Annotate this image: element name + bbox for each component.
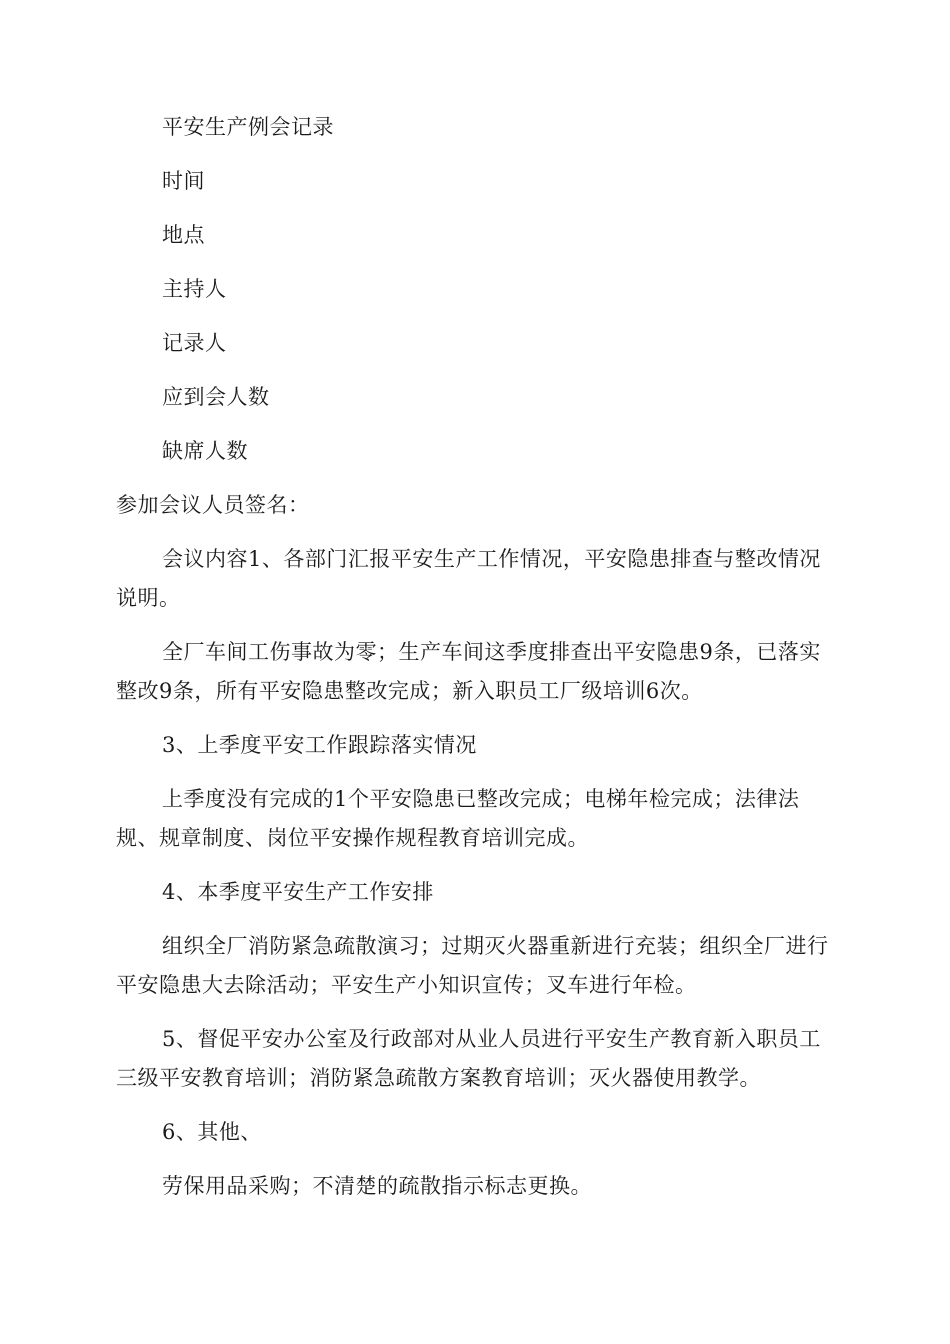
document-title: 平安生产例会记录 — [162, 115, 334, 139]
heading-other: 6、其他、 — [162, 1120, 262, 1144]
heading-last-quarter: 3、上季度平安工作跟踪落实情况 — [162, 733, 477, 757]
field-place-label: 地点 — [162, 223, 205, 247]
signature-label: 参加会议人员签名： — [116, 493, 310, 517]
paragraph-supervision: 5、督促平安办公室及行政部对从业人员进行平安生产教育新入职员工三级平安教育培训；消防紧急疏散方案教育培训；灭火器使用教学。 — [116, 1027, 821, 1090]
field-absent-label: 缺席人数 — [162, 439, 248, 463]
paragraph-accident-summary: 全厂车间工伤事故为零；生产车间这季度排查出平安隐患9条，已落实整改9条，所有平安隐患整改完成；新入职员工厂级培训6次。 — [116, 640, 821, 703]
paragraph-this-quarter: 组织全厂消防紧急疏散演习；过期灭火器重新进行充装；组织全厂进行平安隐患大去除活动；平安生产小知识宣传；叉车进行年检。 — [116, 934, 829, 997]
document-body — [116, 108, 832, 1221]
field-expected-attendees-label: 应到会人数 — [162, 385, 270, 409]
field-recorder-label: 记录人 — [162, 331, 227, 355]
field-host-label: 主持人 — [162, 277, 227, 301]
heading-this-quarter: 4、本季度平安生产工作安排 — [162, 880, 434, 904]
paragraph-other: 劳保用品采购；不清楚的疏散指示标志更换。 — [162, 1174, 592, 1198]
paragraph-meeting-content: 会议内容1、各部门汇报平安生产工作情况，平安隐患排查与整改情况说明。 — [116, 547, 821, 610]
field-time-label: 时间 — [162, 169, 205, 193]
paragraph-last-quarter: 上季度没有完成的1个平安隐患已整改完成；电梯年检完成；法律法规、规章制度、岗位平安操作规程教育培训完成。 — [116, 787, 800, 850]
